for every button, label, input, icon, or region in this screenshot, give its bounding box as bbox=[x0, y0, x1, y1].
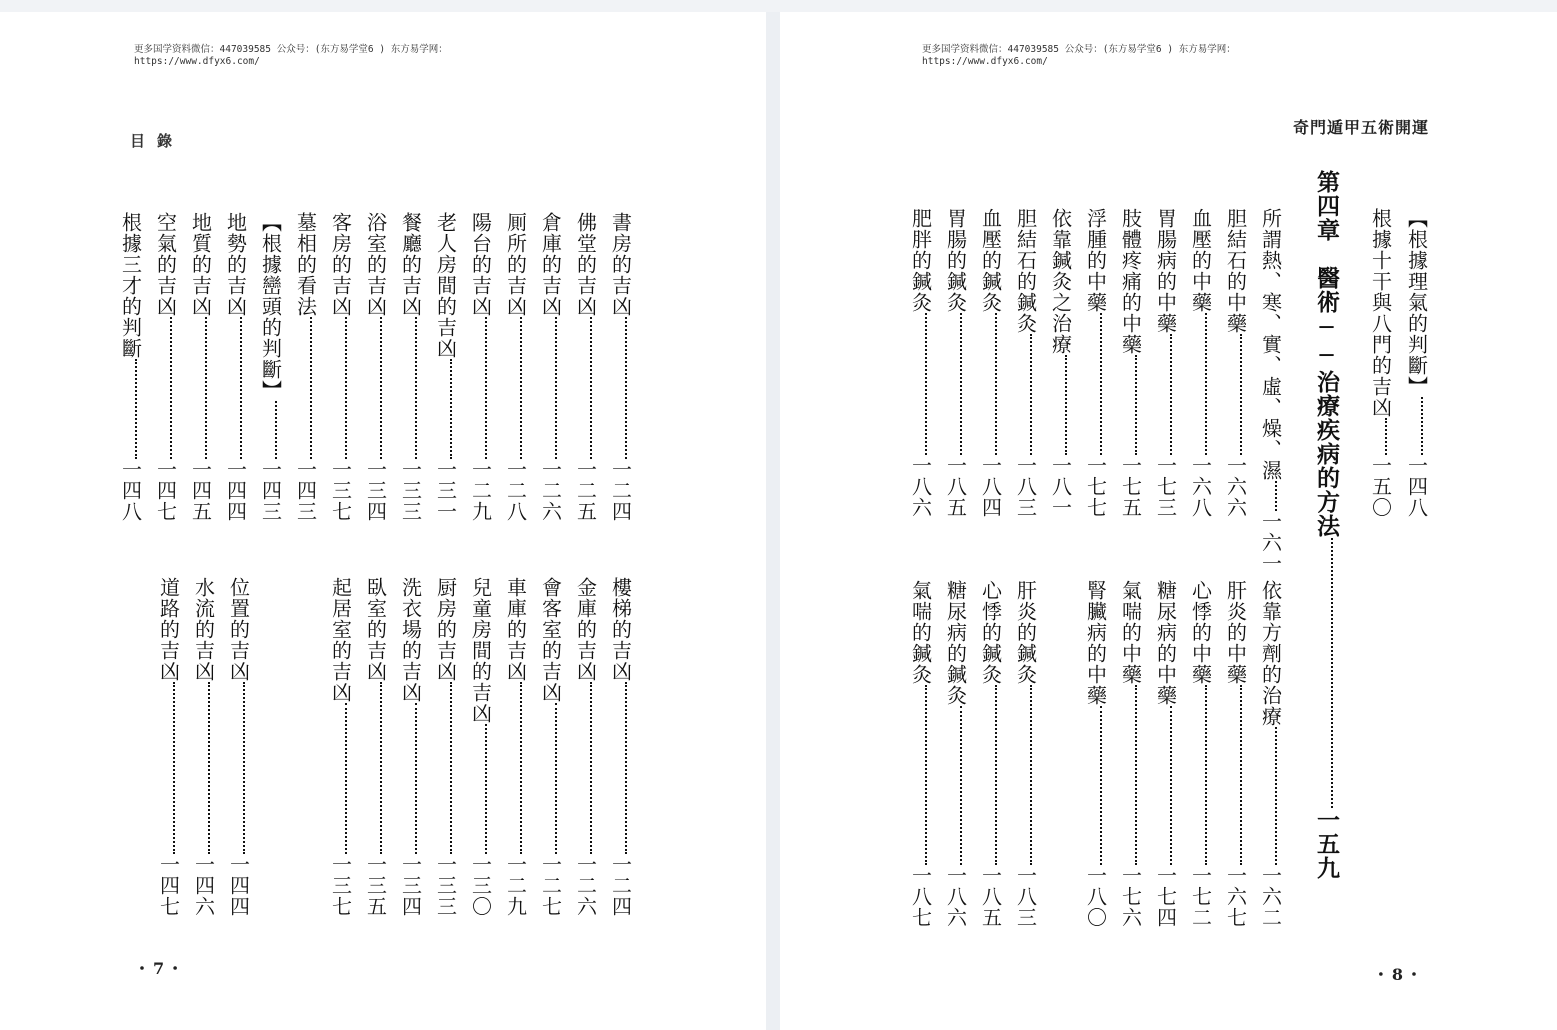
toc-entry bbox=[1151, 580, 1187, 928]
dot-leader bbox=[275, 401, 277, 459]
toc-entry-title: 氣喘的中藥 bbox=[1118, 580, 1143, 685]
dot-leader bbox=[415, 703, 417, 854]
dot-leader bbox=[380, 317, 382, 459]
toc-entry bbox=[1186, 580, 1222, 928]
dot-leader bbox=[450, 682, 452, 854]
dot-leader bbox=[520, 317, 522, 459]
toc-entry-page: 一三三 bbox=[398, 459, 423, 522]
toc-entry bbox=[466, 577, 502, 917]
toc-entry-page: 一四七 bbox=[156, 854, 181, 917]
dot-leader bbox=[310, 317, 312, 459]
dot-leader bbox=[1275, 481, 1277, 511]
toc-entry bbox=[1081, 580, 1117, 928]
toc-entry bbox=[941, 208, 977, 518]
toc-entry-page: 一六八 bbox=[1188, 455, 1213, 518]
toc-entry-title: 根據三才的判斷 bbox=[118, 212, 143, 359]
book-title: 奇門遁甲五術開運 bbox=[1292, 118, 1429, 137]
toc-entry-title: 腎臟病的中藥 bbox=[1083, 580, 1108, 706]
toc-entry-title: 起居室的吉凶 bbox=[328, 577, 353, 703]
toc-entry-page: 一六七 bbox=[1223, 865, 1248, 928]
toc-entry-page: 一二六 bbox=[538, 459, 563, 522]
dot-leader bbox=[170, 317, 172, 459]
toc-entry-title: 厠所的吉凶 bbox=[503, 212, 528, 317]
dot-leader bbox=[1421, 397, 1423, 455]
dot-leader bbox=[485, 724, 487, 854]
toc-entry bbox=[186, 212, 222, 522]
toc-entry-title: 厨房的吉凶 bbox=[433, 577, 458, 682]
toc-entry-page: 一六一 bbox=[1258, 511, 1283, 574]
toc-entry bbox=[906, 208, 942, 518]
toc-entry-title: 臥室的吉凶 bbox=[363, 577, 388, 682]
toc-entry bbox=[431, 212, 467, 522]
toc-entry bbox=[291, 212, 327, 522]
toc-entry bbox=[501, 212, 537, 522]
toc-entry-page: 一三三 bbox=[433, 854, 458, 917]
toc-entry-page: 一三一 bbox=[433, 459, 458, 522]
toc-entry-page: 一八三 bbox=[1013, 455, 1038, 518]
dot-leader bbox=[960, 706, 962, 865]
toc-entry bbox=[906, 580, 942, 928]
dot-leader bbox=[205, 317, 207, 459]
chapter-heading bbox=[1310, 170, 1348, 880]
dot-leader bbox=[1135, 685, 1137, 865]
viewer-top-bar bbox=[0, 0, 1557, 12]
toc-entry-title: 浴室的吉凶 bbox=[363, 212, 388, 317]
toc-entry-title: 空氣的吉凶 bbox=[153, 212, 178, 317]
dot-leader bbox=[1385, 418, 1387, 455]
dot-leader bbox=[1030, 334, 1032, 455]
toc-entry-title: 水流的吉凶 bbox=[191, 577, 216, 682]
toc-entry bbox=[571, 212, 607, 522]
dot-leader bbox=[1275, 727, 1277, 865]
toc-entry bbox=[466, 212, 502, 522]
toc-entry-title: 會客室的吉凶 bbox=[538, 577, 563, 703]
dot-leader bbox=[345, 703, 347, 854]
toc-entry-title: 餐廳的吉凶 bbox=[398, 212, 423, 317]
toc-entry-title: 客房的吉凶 bbox=[328, 212, 353, 317]
toc-entry-title: 心悸的鍼灸 bbox=[978, 580, 1003, 685]
dot-leader bbox=[1135, 355, 1137, 455]
toc-entry-page: 一四八 bbox=[1404, 455, 1429, 518]
toc-entry-title: 兒童房間的吉凶 bbox=[468, 577, 493, 724]
toc-entry-page: 一二九 bbox=[468, 459, 493, 522]
dot-leader bbox=[520, 682, 522, 854]
toc-entry-page: 一四六 bbox=[191, 854, 216, 917]
left-page bbox=[0, 12, 766, 1030]
toc-entry bbox=[976, 580, 1012, 928]
toc-entry-page: 一四三 bbox=[293, 459, 318, 522]
toc-entry-page: 一六二 bbox=[1258, 865, 1283, 928]
dot-leader bbox=[1100, 313, 1102, 455]
dot-leader bbox=[240, 317, 242, 459]
toc-entry-title: 洗衣場的吉凶 bbox=[398, 577, 423, 703]
chapter-page: 一五九 bbox=[1313, 808, 1340, 880]
chapter-title: 第四章 醫術──治療疾病的方法 bbox=[1313, 170, 1340, 538]
toc-entry-title: 位置的吉凶 bbox=[226, 577, 251, 682]
toc-entry bbox=[1221, 208, 1257, 518]
toc-entry-title: 陽台的吉凶 bbox=[468, 212, 493, 317]
dot-leader bbox=[925, 313, 927, 455]
toc-entry-page: 一八五 bbox=[943, 455, 968, 518]
toc-entry-page: 一三七 bbox=[328, 459, 353, 522]
toc-entry bbox=[116, 212, 152, 522]
toc-entry bbox=[1366, 208, 1402, 518]
dot-leader bbox=[625, 682, 627, 854]
toc-entry bbox=[1116, 580, 1152, 928]
toc-entry bbox=[571, 577, 607, 917]
dot-leader bbox=[1240, 685, 1242, 865]
toc-entry bbox=[396, 577, 432, 917]
toc-entry-title: 地質的吉凶 bbox=[188, 212, 213, 317]
toc-entry-title: 車庫的吉凶 bbox=[503, 577, 528, 682]
dot-leader bbox=[415, 317, 417, 459]
dot-leader bbox=[1205, 313, 1207, 455]
toc-entry-title: 樓梯的吉凶 bbox=[608, 577, 633, 682]
toc-entry bbox=[1046, 208, 1082, 518]
watermark bbox=[134, 44, 448, 68]
toc-entry-page: 一八七 bbox=[908, 865, 933, 928]
dot-leader bbox=[1065, 355, 1067, 455]
toc-heading: 目錄 bbox=[130, 132, 185, 150]
toc-entry-title: 倉庫的吉凶 bbox=[538, 212, 563, 317]
toc-entry-title: 佛堂的吉凶 bbox=[573, 212, 598, 317]
toc-entry bbox=[151, 212, 187, 522]
toc-entry bbox=[1186, 208, 1222, 518]
dot-leader bbox=[345, 317, 347, 459]
dot-leader bbox=[1170, 706, 1172, 865]
toc-entry-page: 一五〇 bbox=[1368, 455, 1393, 518]
toc-entry-page: 一二四 bbox=[608, 459, 633, 522]
dot-leader bbox=[590, 682, 592, 854]
dot-leader bbox=[173, 682, 175, 854]
toc-entry-title: 肥胖的鍼灸 bbox=[908, 208, 933, 313]
toc-entry-page: 一二八 bbox=[503, 459, 528, 522]
toc-entry-title: 書房的吉凶 bbox=[608, 212, 633, 317]
toc-entry-page: 一八六 bbox=[943, 865, 968, 928]
page-number: ・8・ bbox=[1372, 965, 1425, 984]
toc-entry bbox=[1011, 208, 1047, 518]
dot-leader bbox=[208, 682, 210, 854]
dot-leader bbox=[243, 682, 245, 854]
toc-entry-page: 一三四 bbox=[363, 459, 388, 522]
toc-entry-title: 肝炎的中藥 bbox=[1223, 580, 1248, 685]
dot-leader bbox=[555, 703, 557, 854]
toc-entry-title: 所謂熱、寒、實、虛、燥、濕 bbox=[1258, 208, 1283, 481]
toc-entry-title: 氣喘的鍼灸 bbox=[908, 580, 933, 685]
toc-entry bbox=[326, 212, 362, 522]
toc-entry-page: 一二七 bbox=[538, 854, 563, 917]
dot-leader bbox=[1205, 685, 1207, 865]
toc-entry-title: 依靠方劑的治療 bbox=[1258, 580, 1283, 727]
toc-entry-page: 一四七 bbox=[153, 459, 178, 522]
toc-entry-title: 道路的吉凶 bbox=[156, 577, 181, 682]
toc-entry bbox=[1116, 208, 1152, 518]
toc-entry-title: 【根據巒頭的判斷】 bbox=[258, 212, 283, 401]
dot-leader bbox=[590, 317, 592, 459]
toc-entry bbox=[976, 208, 1012, 518]
toc-entry-title: 心悸的中藥 bbox=[1188, 580, 1213, 685]
toc-entry bbox=[256, 212, 292, 522]
toc-entry-title: 依靠鍼灸之治療 bbox=[1048, 208, 1073, 355]
toc-entry bbox=[361, 212, 397, 522]
dot-leader bbox=[995, 685, 997, 865]
toc-entry bbox=[1151, 208, 1187, 518]
toc-entry-page: 一八三 bbox=[1013, 865, 1038, 928]
toc-entry bbox=[1011, 580, 1047, 928]
dot-leader bbox=[1240, 334, 1242, 455]
toc-entry-title: 【根據理氣的判斷】 bbox=[1404, 208, 1429, 397]
toc-entry-title: 金庫的吉凶 bbox=[573, 577, 598, 682]
toc-entry bbox=[361, 577, 397, 917]
toc-entry-title: 胆結石的中藥 bbox=[1223, 208, 1248, 334]
toc-entry-page: 一三四 bbox=[398, 854, 423, 917]
dot-leader bbox=[1100, 706, 1102, 865]
toc-entry bbox=[536, 577, 572, 917]
toc-entry-page: 一八五 bbox=[978, 865, 1003, 928]
toc-entry-title: 墓相的看法 bbox=[293, 212, 318, 317]
toc-entry bbox=[536, 212, 572, 522]
toc-entry-title: 胃腸病的中藥 bbox=[1153, 208, 1178, 334]
toc-entry-page: 一四四 bbox=[226, 854, 251, 917]
toc-entry bbox=[1256, 580, 1292, 928]
toc-entry-page: 一七六 bbox=[1118, 865, 1143, 928]
watermark-line-1: 更多国学资料微信：447039585 公众号：(东方易学堂6 ) 东方易学网： bbox=[134, 44, 448, 55]
toc-entry-page: 一四四 bbox=[223, 459, 248, 522]
toc-entry-page: 一二六 bbox=[573, 854, 598, 917]
dot-leader bbox=[995, 313, 997, 455]
toc-entry bbox=[154, 577, 190, 917]
toc-entry-title: 肢體疼痛的中藥 bbox=[1118, 208, 1143, 355]
dot-leader bbox=[925, 685, 927, 865]
toc-entry bbox=[1081, 208, 1117, 518]
toc-entry bbox=[1221, 580, 1257, 928]
toc-entry-title: 地勢的吉凶 bbox=[223, 212, 248, 317]
toc-entry-page: 一八〇 bbox=[1083, 865, 1108, 928]
toc-entry-page: 一三五 bbox=[363, 854, 388, 917]
toc-entry bbox=[189, 577, 225, 917]
toc-entry-page: 一二九 bbox=[503, 854, 528, 917]
toc-entry-title: 根據十干與八門的吉凶 bbox=[1368, 208, 1393, 418]
toc-entry-page: 一七三 bbox=[1153, 455, 1178, 518]
toc-entry-page: 一四五 bbox=[188, 459, 213, 522]
watermark bbox=[922, 44, 1236, 68]
toc-entry-title: 胆結石的鍼灸 bbox=[1013, 208, 1038, 334]
right-page bbox=[780, 12, 1557, 1030]
toc-entry-title: 血壓的鍼灸 bbox=[978, 208, 1003, 313]
toc-entry-page: 一七五 bbox=[1118, 455, 1143, 518]
toc-entry-title: 糖尿病的鍼灸 bbox=[943, 580, 968, 706]
toc-entry bbox=[224, 577, 260, 917]
toc-entry bbox=[501, 577, 537, 917]
toc-entry-page: 一三七 bbox=[328, 854, 353, 917]
toc-entry-title: 浮腫的中藥 bbox=[1083, 208, 1108, 313]
toc-entry-page: 一三〇 bbox=[468, 854, 493, 917]
dot-leader bbox=[1170, 334, 1172, 455]
dot-leader bbox=[380, 682, 382, 854]
toc-entry bbox=[1256, 208, 1292, 574]
toc-entry-page: 一二五 bbox=[573, 459, 598, 522]
toc-entry bbox=[1402, 208, 1438, 518]
dot-leader bbox=[625, 317, 627, 459]
toc-entry-page: 一八四 bbox=[978, 455, 1003, 518]
toc-entry bbox=[606, 212, 642, 522]
dot-leader bbox=[1030, 685, 1032, 865]
toc-entry bbox=[606, 577, 642, 917]
toc-entry-page: 一八六 bbox=[908, 455, 933, 518]
watermark-line-1: 更多国学资料微信：447039585 公众号：(东方易学堂6 ) 东方易学网： bbox=[922, 44, 1236, 55]
watermark-line-2: https://www.dfyx6.com/ bbox=[922, 56, 1048, 67]
toc-entry-title: 血壓的中藥 bbox=[1188, 208, 1213, 313]
toc-entry bbox=[221, 212, 257, 522]
page-number: ・7・ bbox=[134, 959, 187, 978]
toc-entry bbox=[396, 212, 432, 522]
dot-leader bbox=[1331, 538, 1333, 808]
toc-entry bbox=[326, 577, 362, 917]
dot-leader bbox=[485, 317, 487, 459]
toc-entry-page: 一八一 bbox=[1048, 455, 1073, 518]
toc-entry-page: 一四八 bbox=[118, 459, 143, 522]
toc-entry-title: 肝炎的鍼灸 bbox=[1013, 580, 1038, 685]
toc-entry-page: 一七二 bbox=[1188, 865, 1213, 928]
toc-entry-title: 老人房間的吉凶 bbox=[433, 212, 458, 359]
toc-entry bbox=[941, 580, 977, 928]
dot-leader bbox=[555, 317, 557, 459]
dot-leader bbox=[960, 313, 962, 455]
toc-entry-page: 一六六 bbox=[1223, 455, 1248, 518]
toc-entry bbox=[431, 577, 467, 917]
toc-entry-page: 一四三 bbox=[258, 459, 283, 522]
toc-entry-title: 糖尿病的中藥 bbox=[1153, 580, 1178, 706]
dot-leader bbox=[135, 359, 137, 459]
watermark-line-2: https://www.dfyx6.com/ bbox=[134, 56, 260, 67]
toc-entry-page: 一二四 bbox=[608, 854, 633, 917]
toc-entry-page: 一七四 bbox=[1153, 865, 1178, 928]
toc-entry-title: 胃腸的鍼灸 bbox=[943, 208, 968, 313]
toc-entry-page: 一七七 bbox=[1083, 455, 1108, 518]
dot-leader bbox=[450, 359, 452, 459]
